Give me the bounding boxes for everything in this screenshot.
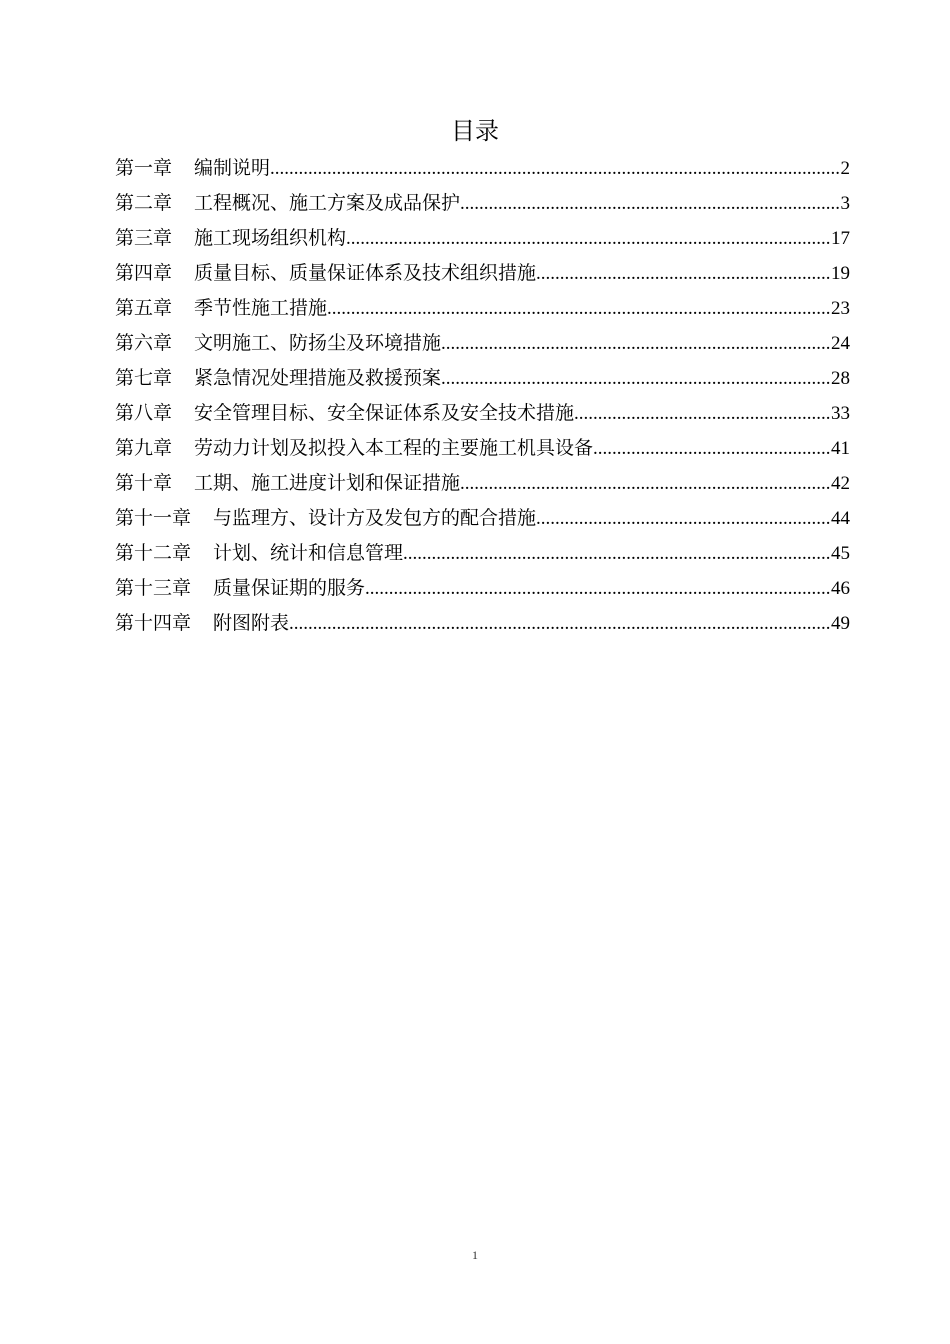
toc-list [115,151,850,641]
toc-entry[interactable] [115,361,850,396]
toc-page-number: 33 [831,403,850,424]
toc-chapter-number: 第三章 [115,227,173,249]
toc-page-number: 45 [831,543,850,564]
toc-chapter-title: 安全管理目标、安全保证体系及安全技术措施 [194,402,575,424]
toc-page-number: 46 [831,578,850,599]
toc-chapter-number: 第十四章 [115,612,192,634]
toc-entry[interactable] [115,536,850,571]
toc-chapter-title: 质量保证期的服务 [213,577,366,599]
toc-chapter-title: 工程概况、施工方案及成品保护 [194,192,461,214]
toc-entry[interactable] [115,571,850,606]
toc-page-number: 41 [831,438,850,459]
toc-dot-leader [460,466,831,501]
toc-chapter-title: 计划、统计和信息管理 [213,542,404,564]
toc-chapter-number: 第十三章 [115,577,192,599]
toc-page-number: 42 [831,473,850,494]
toc-page-number: 44 [831,508,850,529]
toc-dot-leader [536,501,831,536]
toc-page-number: 23 [831,298,850,319]
toc-dot-leader [346,221,831,256]
toc-chapter-number: 第四章 [115,262,173,284]
toc-chapter-number: 第二章 [115,192,173,214]
toc-entry[interactable] [115,221,850,256]
toc-chapter-number: 第十一章 [115,507,192,529]
toc-chapter-title: 质量目标、质量保证体系及技术组织措施 [194,262,537,284]
page-number: 1 [472,1248,478,1262]
toc-dot-leader [403,536,831,571]
toc-entry[interactable] [115,326,850,361]
toc-dot-leader [365,571,831,606]
toc-entry[interactable] [115,431,850,466]
toc-chapter-number: 第七章 [115,367,173,389]
toc-chapter-number: 第十二章 [115,542,192,564]
toc-dot-leader [289,606,831,641]
toc-dot-leader [536,256,831,291]
toc-chapter-title: 劳动力计划及拟投入本工程的主要施工机具设备 [194,437,594,459]
toc-page-number: 2 [840,158,850,179]
toc-entry[interactable] [115,466,850,501]
toc-entry[interactable] [115,396,850,431]
toc-page-number: 3 [840,193,850,214]
toc-chapter-title: 季节性施工措施 [194,297,328,319]
toc-entry[interactable] [115,291,850,326]
toc-chapter-number: 第六章 [115,332,173,354]
toc-page-number: 24 [831,333,850,354]
toc-chapter-title: 紧急情况处理措施及救援预案 [194,367,442,389]
toc-chapter-title: 编制说明 [194,157,271,179]
toc-chapter-number: 第八章 [115,402,173,424]
toc-chapter-title: 附图附表 [213,612,290,634]
toc-entry[interactable] [115,186,850,221]
toc-dot-leader [270,151,840,186]
toc-chapter-number: 第一章 [115,157,173,179]
toc-entry[interactable] [115,501,850,536]
toc-dot-leader [441,326,831,361]
toc-title: 目录 [451,117,499,145]
toc-dot-leader [460,186,840,221]
toc-entry[interactable] [115,151,850,186]
toc-chapter-title: 工期、施工进度计划和保证措施 [194,472,461,494]
toc-chapter-number: 第九章 [115,437,173,459]
toc-chapter-title: 施工现场组织机构 [194,227,347,249]
toc-entry[interactable] [115,606,850,641]
toc-dot-leader [593,431,831,466]
toc-chapter-number: 第五章 [115,297,173,319]
toc-page-number: 49 [831,613,850,634]
toc-page-number: 19 [831,263,850,284]
toc-page-number: 28 [831,368,850,389]
toc-dot-leader [327,291,831,326]
toc-chapter-title: 与监理方、设计方及发包方的配合措施 [213,507,537,529]
toc-page-number: 17 [831,228,850,249]
toc-entry[interactable] [115,256,850,291]
toc-dot-leader [441,361,831,396]
toc-dot-leader [574,396,831,431]
toc-chapter-title: 文明施工、防扬尘及环境措施 [194,332,442,354]
toc-chapter-number: 第十章 [115,472,173,494]
